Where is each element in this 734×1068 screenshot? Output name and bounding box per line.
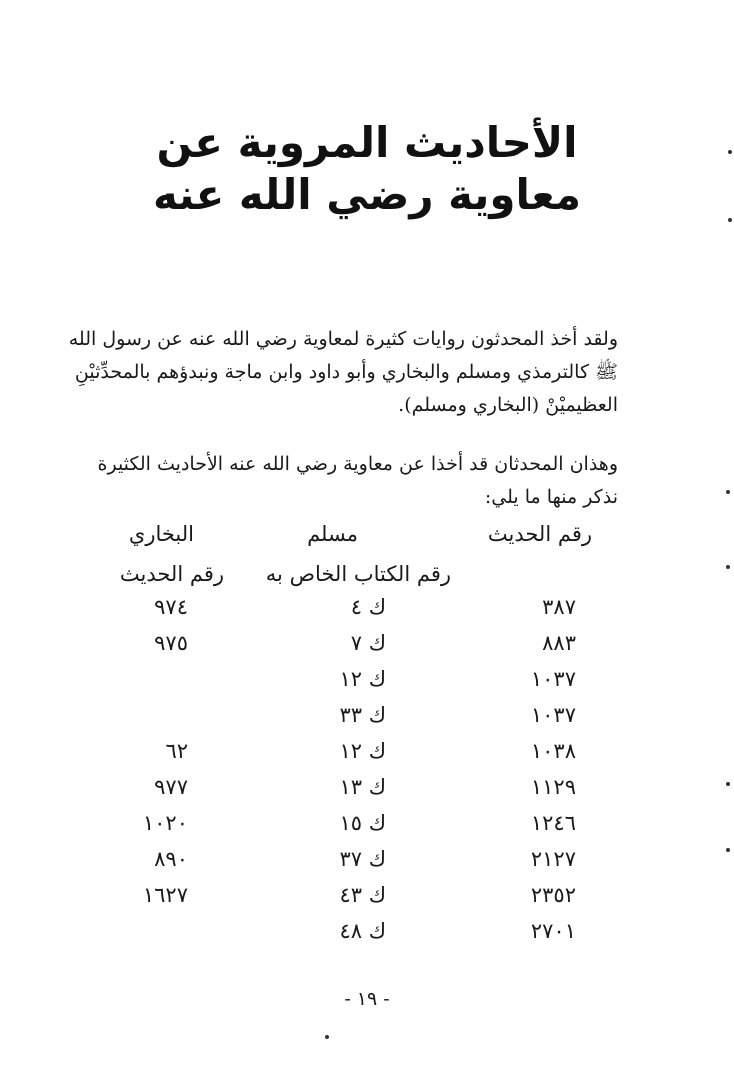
hadith-number-cell: ١٠٣٨ bbox=[530, 739, 576, 763]
margin-mark bbox=[726, 490, 730, 494]
muslim-book-cell: ك ٧ bbox=[350, 631, 386, 655]
muslim-book-cell: ك ٣٧ bbox=[339, 847, 386, 871]
muslim-book-cell: ك ١٢ bbox=[339, 667, 386, 691]
intro-paragraph: ولقد أخذ المحدثون روايات كثيرة لمعاوية رضي الله عنه عن رسول الله ﷺ كالترمذي ومسلم والبخاري وأبو داود وابن ماجة ونبدؤهم بالمحدِّثيْنِ العظيميْنْ (البخاري ومسلم). bbox=[68, 328, 618, 416]
page-number: - ١٩ - bbox=[344, 988, 390, 1010]
margin-mark bbox=[726, 565, 730, 569]
margin-mark bbox=[728, 218, 732, 222]
hadith-number-cell: ٢١٢٧ bbox=[530, 847, 576, 871]
margin-mark bbox=[325, 1035, 329, 1039]
hadith-number-cell: ٨٨٣ bbox=[542, 631, 576, 655]
hadith-number-cell: ١٠٣٧ bbox=[530, 703, 576, 727]
muslim-book-cell: ك ٤٣ bbox=[339, 883, 386, 907]
hadith-number-cell: ١٠٣٧ bbox=[530, 667, 576, 691]
muslim-book-cell: ك ٤ bbox=[350, 595, 386, 619]
margin-mark bbox=[726, 848, 730, 852]
header-bukhari: البخاري bbox=[128, 522, 194, 546]
muslim-book-cell: ك ١٥ bbox=[339, 811, 386, 835]
hadith-number-cell: ٢٧٠١ bbox=[530, 919, 576, 943]
hadith-number-cell: ١٢٤٦ bbox=[530, 811, 576, 835]
header-muslim-book-number: رقم الكتاب الخاص به bbox=[265, 562, 451, 586]
page-title-line-2: معاوية رضي الله عنه bbox=[152, 170, 582, 219]
second-paragraph: وهذان المحدثان قد أخذا عن معاوية رضي الله عنه الأحاديث الكثيرة نذكر منها ما يلي: bbox=[97, 453, 618, 508]
muslim-book-cell: ك ١٢ bbox=[339, 739, 386, 763]
hadith-number-cell: ٣٨٧ bbox=[542, 595, 576, 619]
bukhari-hadith-cell: ١٦٢٧ bbox=[142, 883, 188, 907]
bukhari-hadith-cell: ٨٩٠ bbox=[154, 847, 188, 871]
bukhari-hadith-cell: ٩٧٥ bbox=[154, 631, 188, 655]
page-title-line-1: الأحاديث المروية عن bbox=[156, 118, 578, 167]
bukhari-hadith-cell: ٩٧٧ bbox=[154, 775, 188, 799]
hadith-number-cell: ٢٣٥٢ bbox=[530, 883, 576, 907]
bukhari-hadith-cell: ٦٢ bbox=[165, 739, 188, 763]
margin-mark bbox=[726, 782, 730, 786]
header-bukhari-hadith-number: رقم الحديث bbox=[119, 562, 224, 586]
bukhari-hadith-cell: ٩٧٤ bbox=[154, 595, 188, 619]
margin-mark bbox=[728, 150, 732, 154]
muslim-book-cell: ك ١٣ bbox=[339, 775, 386, 799]
header-muslim: مسلم bbox=[307, 522, 358, 546]
muslim-book-cell: ك ٤٨ bbox=[339, 919, 386, 943]
muslim-book-cell: ك ٣٣ bbox=[339, 703, 386, 727]
header-hadith-number: رقم الحديث bbox=[487, 522, 592, 546]
hadith-number-cell: ١١٢٩ bbox=[530, 775, 576, 799]
bukhari-hadith-cell: ١٠٢٠ bbox=[142, 811, 188, 835]
